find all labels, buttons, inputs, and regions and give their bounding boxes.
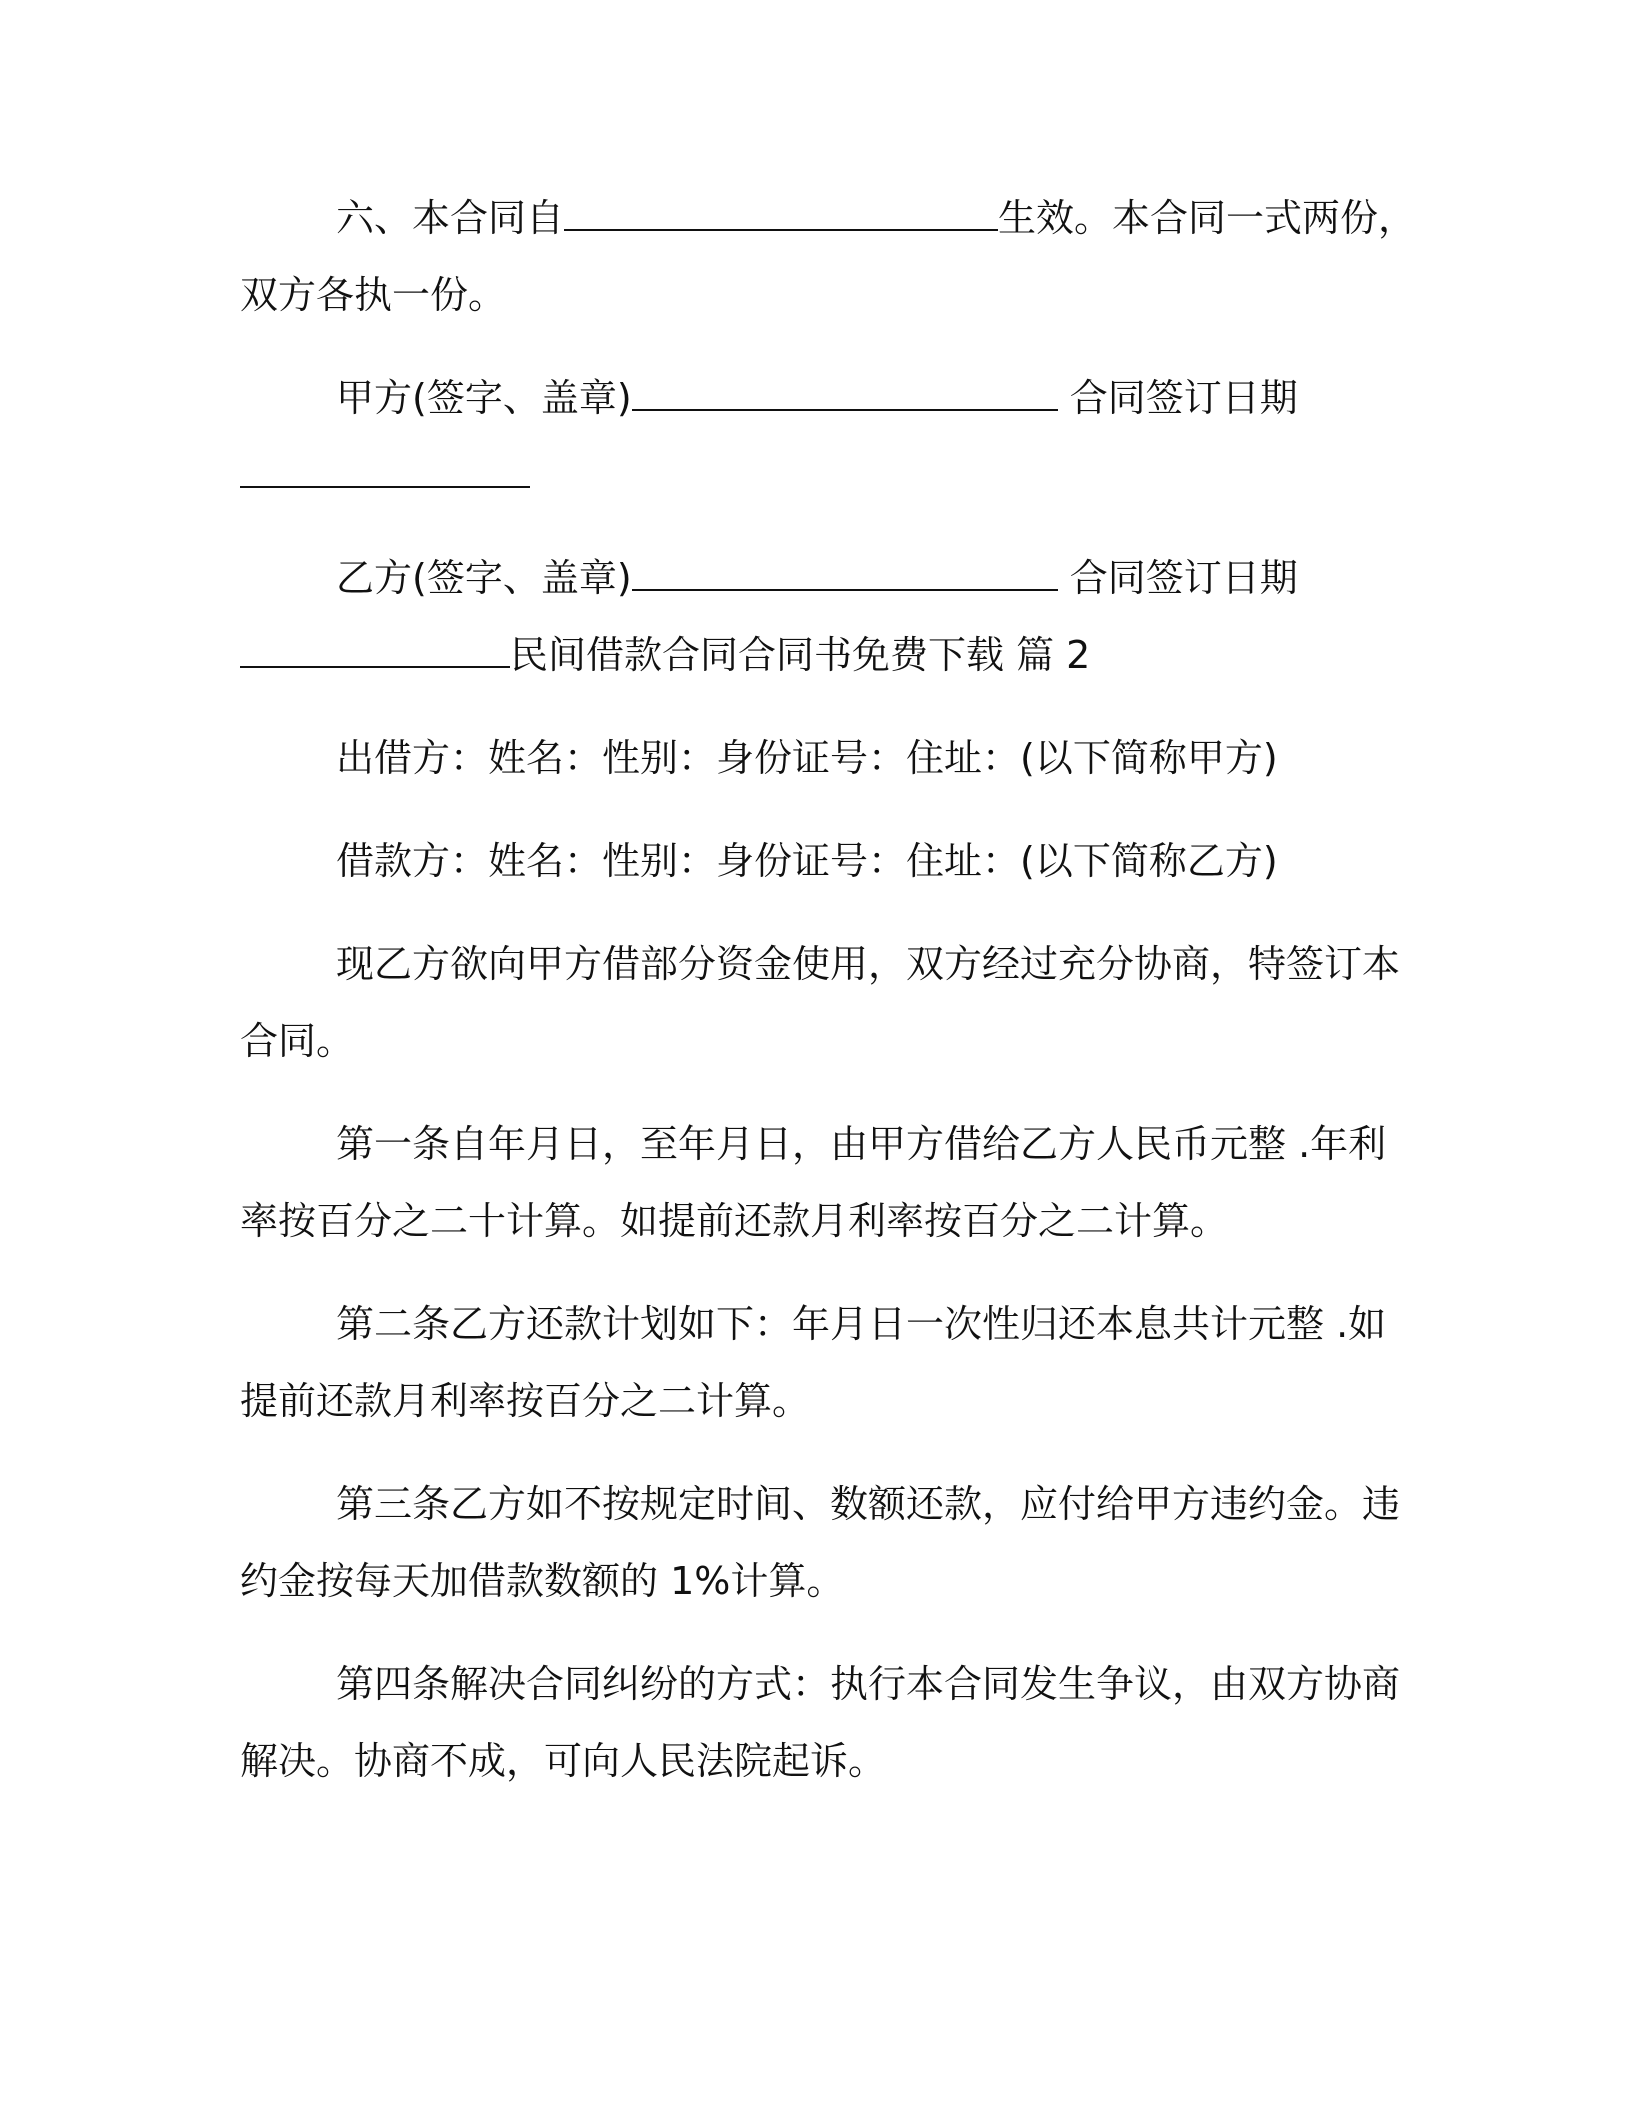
party-b-sign-line <box>336 553 1298 603</box>
article-4-line-2: 解决。协商不成，可向人民法院起诉。 <box>240 1739 887 1783</box>
party-a-signature-blank <box>632 408 1058 411</box>
party-a-date-label: 合同签订日期 <box>1069 376 1298 420</box>
party-b-sign-label: 乙方(签字、盖章) <box>336 556 632 600</box>
clause-six-before: 六、本合同自 <box>336 196 565 240</box>
article-3-line-1: 第三条乙方如不按规定时间、数额还款，应付给甲方违约金。违 <box>336 1482 1401 1526</box>
party-a-sign-label: 甲方(签字、盖章) <box>336 376 632 420</box>
section-title: 民间借款合同合同书免费下载 篇 2 <box>510 633 1091 677</box>
party-a-date-line <box>240 450 530 500</box>
party-b-date-blank <box>240 665 510 668</box>
party-a-date-blank <box>240 485 530 488</box>
clause-six-line-2: 双方各执一份。 <box>240 273 507 317</box>
lender-line: 出借方：姓名：性别：身份证号：住址：(以下简称甲方) <box>336 736 1278 780</box>
party-b-date-and-title-line <box>240 630 1090 680</box>
party-b-date-label: 合同签订日期 <box>1069 556 1298 600</box>
party-a-sign-line <box>336 373 1298 423</box>
article-1-line-1: 第一条自年月日，至年月日，由甲方借给乙方人民币元整 .年利 <box>336 1122 1387 1166</box>
article-1-line-2: 率按百分之二十计算。如提前还款月利率按百分之二计算。 <box>240 1199 1229 1243</box>
party-b-signature-blank <box>632 588 1058 591</box>
borrower-line: 借款方：姓名：性别：身份证号：住址：(以下简称乙方) <box>336 839 1278 883</box>
intro-line-1: 现乙方欲向甲方借部分资金使用，双方经过充分协商，特签订本 <box>336 942 1401 986</box>
clause-six-after: 生效。本合同一式两份， <box>998 196 1417 240</box>
clause-six-line-1 <box>336 193 1416 243</box>
article-2-line-1: 第二条乙方还款计划如下：年月日一次性归还本息共计元整 .如 <box>336 1302 1387 1346</box>
article-3-line-2: 约金按每天加借款数额的 1%计算。 <box>240 1559 845 1603</box>
article-4-line-1: 第四条解决合同纠纷的方式：执行本合同发生争议，由双方协商 <box>336 1662 1401 1706</box>
effective-date-blank <box>564 228 998 231</box>
article-2-line-2: 提前还款月利率按百分之二计算。 <box>240 1379 811 1423</box>
intro-line-2: 合同。 <box>240 1019 355 1063</box>
